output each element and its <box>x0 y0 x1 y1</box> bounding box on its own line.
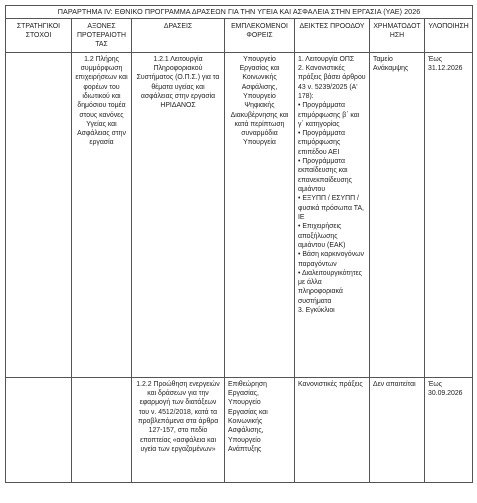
document-page <box>5 5 472 483</box>
list-item: 2. Κανονιστικές πράξεις βάσει άρθρου 43 ν. 5239/2025 (Α' 178): <box>298 64 366 100</box>
cell-action: 1.2.1 Λειτουργία Πληροφοριακού Συστήματος (Ο.Π.Σ.) για τα θέματα υγείας και ασφάλειας στην εργασία ΗΡΙΔΑΝΟΣ <box>132 52 225 377</box>
header-involved-bodies: ΕΜΠΛΕΚΟΜΕΝΟΙ ΦΟΡΕΙΣ <box>225 18 295 52</box>
cell-bodies: Επιθεώρηση Εργασίας, Υπουργείο Εργασίας και Κοινωνικής Ασφάλισης, Υπουργείο Ανάπτυξης <box>225 377 295 482</box>
header-strategic-goals: ΣΤΡΑΤΗΓΙΚΟΙ ΣΤΟΧΟΙ <box>6 18 72 52</box>
header-row <box>6 18 473 52</box>
header-implementation: ΥΛΟΠΟΙΗΣΗ <box>425 18 473 52</box>
cell-axis <box>72 377 132 482</box>
table-row <box>6 377 473 482</box>
header-priority-axes: ΑΞΟΝΕΣ ΠΡΟΤΕΡΑΙΟΤΗΤΑΣ <box>72 18 132 52</box>
table-row <box>6 52 473 377</box>
table-title-row <box>6 6 473 19</box>
cell-funding: Δεν απαιτείται <box>370 377 425 482</box>
header-progress-indicators: ΔΕΙΚΤΕΣ ΠΡΟΟΔΟΥ <box>295 18 370 52</box>
list-item: 1. Λειτουργία ΟΠΣ <box>298 55 355 63</box>
list-item: • Βάση καρκινογόνων παραγόντων <box>298 251 364 268</box>
cell-implementation: Έως 30.09.2026 <box>425 377 473 482</box>
cell-indicators: Κανονιστικές πράξεις <box>295 377 370 482</box>
list-item: • Διαλειτουργικότητες με άλλα πληροφοριακά συστήματα <box>298 269 362 305</box>
table-title: ΠΑΡΑΡΤΗΜΑ IV: ΕΘΝΙΚΟ ΠΡΟΓΡΑΜΜΑ ΔΡΑΣΕΩΝ ΓΙΑ ΤΗΝ ΥΓΕΙΑ ΚΑΙ ΑΣΦΑΛΕΙΑ ΣΤΗΝ ΕΡΓΑΣΙΑ (ΥΑΕ) 2026 <box>6 6 473 19</box>
cell-axis: 1.2 Πλήρης συμμόρφωση επιχειρήσεων και φορέων του ιδιωτικού και δημόσιου τομέα στους κανόνες Υγείας και Ασφάλειας στην εργασία <box>72 52 132 377</box>
cell-funding: Ταμείο Ανάκαμψης <box>370 52 425 377</box>
cell-action: 1.2.2 Προώθηση ενεργειών και δράσεων για την εφαρμογή των διατάξεων του ν. 4512/2018, κατά τα προβλεπόμενα στα άρθρα 127-157, στο πεδίο εποπτείας «ασφάλεια και υγεία των εργαζομένων» <box>132 377 225 482</box>
cell-strategic <box>6 52 72 377</box>
cell-implementation: Έως 31.12.2026 <box>425 52 473 377</box>
cell-strategic <box>6 377 72 482</box>
list-item: • Προγράμματα εκπαίδευσης και επανεκπαίδευσης αμιάντου <box>298 158 352 194</box>
cell-bodies: Υπουργείο Εργασίας και Κοινωνικής Ασφάλισης, Υπουργείο Ψηφιακής Διακυβέρνησης και κατά περίπτωση συναρμόδια Υπουργεία <box>225 52 295 377</box>
list-item: • ΕΞΥΠΠ / ΕΣΥΠΠ / φυσικά πρόσωπα ΤΑ, ΙΕ <box>298 195 364 221</box>
cell-indicators <box>295 52 370 377</box>
list-item: • Προγράμματα επιμόρφωσης επιπέδου ΑΕΙ <box>298 130 345 156</box>
header-funding: ΧΡΗΜΑΤΟΔΟΤΗΣΗ <box>370 18 425 52</box>
list-item: • Επιχειρήσεις αποξήλωσης αμιάντου (ΕΑΚ) <box>298 223 346 249</box>
list-item: 3. Εγκύκλιοι <box>298 307 335 315</box>
action-plan-table <box>5 5 473 483</box>
list-item: • Προγράμματα επιμόρφωσης β΄ και γ΄ κατηγορίας <box>298 102 360 128</box>
indicator-list <box>298 55 366 316</box>
header-actions: ΔΡΑΣΕΙΣ <box>132 18 225 52</box>
